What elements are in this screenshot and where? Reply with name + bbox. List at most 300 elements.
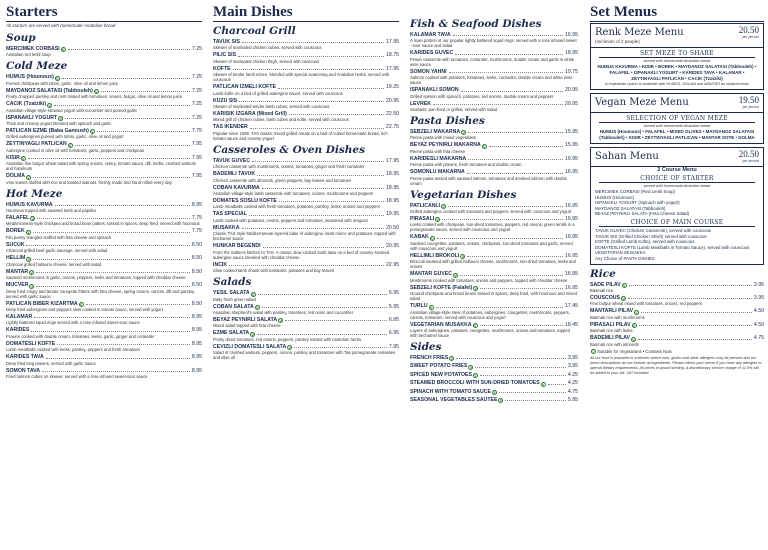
item-name: BOREK bbox=[6, 228, 25, 235]
item-price: 3.95 bbox=[753, 281, 764, 288]
dot-leader bbox=[242, 42, 384, 43]
dot-leader bbox=[37, 218, 190, 219]
vegetarian-icon: V bbox=[442, 205, 445, 210]
item-description: Mushrooms cooked with tomatoes, onions and peppers, topped with cheddar cheese bbox=[410, 277, 568, 283]
item-name: HUNKAR BEGENDI bbox=[213, 243, 261, 250]
dot-leader bbox=[54, 105, 190, 106]
item-description: Basmati rice with leeks bbox=[590, 328, 633, 334]
item-description: Skewer of marinated chicken thigh, served with couscous bbox=[213, 58, 320, 64]
item-name: BADEMLI TAVUK bbox=[213, 171, 256, 178]
item-price: 4.25 bbox=[567, 371, 578, 378]
dot-leader bbox=[455, 54, 563, 55]
dot-leader bbox=[28, 158, 190, 159]
dot-leader bbox=[101, 91, 190, 92]
item-name: DOMATES SOSLU KOFTE bbox=[213, 198, 277, 205]
item-price: 6.95 bbox=[388, 330, 399, 337]
item-price: 22.95 bbox=[386, 261, 399, 268]
vegetarian-icon: V bbox=[474, 287, 477, 292]
dot-leader bbox=[499, 392, 566, 393]
starters-note: All starters are served with homemade Anatolian bread bbox=[6, 23, 116, 28]
vegan-note: served with homemade Anatolian bread bbox=[643, 124, 711, 128]
menu-item bbox=[213, 225, 399, 241]
vegetarian-icon: V bbox=[251, 332, 254, 337]
choice-item: TAVUK GUVEC (Chicken Casserole), served with couscous bbox=[595, 227, 712, 233]
menu-item bbox=[213, 262, 399, 273]
sahan-title: Sahan Menu bbox=[595, 151, 659, 162]
item-price: 4.50 bbox=[753, 321, 764, 328]
choice-item: TAVUK SIS (Grilled Chicken Shish) served with couscous bbox=[595, 233, 707, 239]
menu-item bbox=[410, 271, 578, 282]
dot-leader bbox=[233, 69, 384, 70]
item-price: 8.50 bbox=[191, 268, 202, 275]
item-price: 20.95 bbox=[565, 100, 578, 107]
dot-leader bbox=[65, 118, 190, 119]
renk-price: 20.50 bbox=[738, 25, 759, 35]
dot-leader bbox=[505, 400, 565, 401]
menu-item bbox=[6, 173, 202, 184]
menu-item bbox=[410, 50, 578, 66]
menu-item bbox=[6, 202, 202, 213]
item-name: PATLICAN EZME (Baba Ganoush) bbox=[6, 128, 89, 135]
vegan-price: 19.50 bbox=[738, 95, 759, 105]
dot-leader bbox=[33, 232, 190, 233]
menu-item bbox=[410, 253, 578, 269]
dot-leader bbox=[461, 91, 563, 92]
cold-meze-title: Cold Meze bbox=[6, 60, 68, 73]
dot-leader bbox=[489, 146, 563, 147]
dot-leader bbox=[263, 247, 384, 248]
item-price: 16.95 bbox=[565, 169, 578, 176]
item-price: 8.50 bbox=[191, 300, 202, 307]
dot-leader bbox=[436, 307, 563, 308]
allergy-footer: All our food is prepared in a kitchen where nuts, gluten and other allergens may be present and our menu descriptions do not include all ingredients. Please inform your server if you have any allergies or special dietary requirements. All prices in pound sterling. A discretionary service charge of 12.5% will be added to your bill. VAT included. bbox=[590, 355, 762, 375]
menu-item bbox=[213, 39, 399, 50]
menu-item bbox=[213, 158, 399, 169]
item-name: SEBZELI MAKARNA bbox=[410, 129, 461, 136]
item-price: 8.95 bbox=[191, 201, 202, 208]
item-price: 5.95 bbox=[388, 290, 399, 297]
item-description: Daily fresh green salad bbox=[213, 296, 256, 302]
renk-meze-box bbox=[590, 23, 764, 90]
menu-item bbox=[590, 295, 764, 306]
fish-pasta-column bbox=[410, 4, 578, 548]
item-name: CACIK (Tzatziki) bbox=[6, 101, 47, 108]
item-name: KARIDES GUVEC bbox=[410, 50, 454, 57]
item-name: DOLMA bbox=[6, 173, 26, 180]
dot-leader bbox=[437, 238, 563, 239]
menu-item bbox=[410, 156, 578, 167]
vegetarian-icon: V bbox=[461, 255, 464, 260]
item-description: Penne pasta with feta cheese bbox=[410, 148, 465, 154]
item-description: Fried salmon cubes on skewer, served with a rose infused sweet-sour sauce bbox=[6, 373, 148, 379]
item-description: Salad of crushed walnuts, peppers, onions, parsley and tomatoes with Tas pomegranate molasses and olive oil bbox=[213, 350, 396, 361]
menu-item bbox=[6, 282, 202, 298]
item-description: Slow cooked lamb shank with tomatoes, potatoes and bay leaves bbox=[213, 268, 335, 274]
choice-item: MAYDANOZ SALATASI (Tabbouleh) bbox=[595, 205, 666, 211]
dot-leader bbox=[442, 219, 563, 220]
menu-item bbox=[213, 243, 399, 259]
fish-list bbox=[410, 32, 578, 112]
vegetarian-icon: V bbox=[22, 157, 25, 162]
sahan-main-section: CHOICE OF MAIN COURSE bbox=[599, 219, 755, 227]
item-name: ISPANAKLI SOMON bbox=[410, 87, 459, 94]
item-name: EZME SALATA bbox=[213, 330, 250, 337]
choice-item: ISPANAKLI YOGURT (Spinach with yogurt) bbox=[595, 200, 680, 206]
menu-item bbox=[213, 52, 399, 63]
item-description: Charcoal grilled beef garlic sausage, served with salad bbox=[6, 248, 108, 254]
menu-item bbox=[410, 303, 578, 319]
vegan-section: SELECTION OF VEGAN MEZE bbox=[599, 115, 755, 123]
main-dishes-header: Main Dishes bbox=[213, 4, 399, 22]
item-name: PATLICAN BIBER KIZARTMA bbox=[6, 300, 78, 307]
menu-item bbox=[590, 335, 764, 346]
vegetarian-icon: V bbox=[450, 357, 454, 362]
vegetarian-icon: V bbox=[48, 103, 51, 108]
vegetarian-icon: V bbox=[483, 144, 486, 149]
vegan-per-person: per person bbox=[742, 105, 759, 109]
starters-header: Starters bbox=[6, 4, 202, 22]
vegetarian-icon: V bbox=[635, 310, 638, 315]
item-name: MUCVER bbox=[6, 282, 29, 289]
dot-leader bbox=[639, 325, 752, 326]
item-name: PATLICAN IZMELI KOFTE bbox=[213, 84, 276, 91]
vegan-meze-box bbox=[590, 93, 764, 144]
sahan-price: 20.50 bbox=[738, 149, 759, 159]
menu-item bbox=[410, 322, 578, 338]
item-name: KUZU SIS bbox=[213, 97, 238, 104]
item-price: 17.95 bbox=[386, 157, 399, 164]
item-description: Anatolian shepherd's salad with parsley, tomatoes, red onion and cucumber bbox=[213, 309, 354, 315]
item-price: 7.95 bbox=[191, 141, 202, 148]
item-name: BEYAZ PEYNIRLI SALATA bbox=[213, 316, 278, 323]
menu-item bbox=[213, 66, 399, 82]
item-price: 19.25 bbox=[386, 84, 399, 91]
vegetarian-icon: V bbox=[469, 365, 473, 370]
item-description: Mediterranean-style chickpea and broad bean patties, tossed in spices, deep fried, served with houmous bbox=[6, 221, 200, 227]
item-price: 16.95 bbox=[565, 284, 578, 291]
vegetarian-icon: V bbox=[56, 76, 59, 81]
choice-item: DOMATESLI KOFTE (Lamb Meatballs in Tomato Sauce), served with couscous bbox=[595, 244, 750, 250]
vegan-items: HUMUS (Houmous) • FALAFEL • MIXED OLIVES • MAYDANOZ SALATASI (Tabbouleh) • KISIR • ZEYTINYAGLI PATLICAN • MANTAR SOTE • DOLMA bbox=[599, 129, 755, 140]
item-name: HELLIM bbox=[6, 255, 26, 262]
item-description: Chicken casserole with almonds, green peppers, bay leaves and tomatoes bbox=[213, 177, 352, 183]
item-description: Anatolian fine bulgur wheat salad with spring onions, celery, tomato sauce, dill, herbs, crushed walnuts and hazelnuts bbox=[6, 161, 196, 172]
item-price: 17.95 bbox=[386, 39, 399, 45]
vegetarian-icon: V bbox=[429, 305, 433, 310]
item-description: Penne pasta with mixed vegetables bbox=[410, 135, 476, 141]
item-description: Grilled aubergine cooked with tomatoes and peppers, served with couscous and yogurt bbox=[410, 209, 572, 215]
item-name: KALAMAR bbox=[6, 313, 33, 320]
menu-item bbox=[213, 304, 399, 315]
menu-item bbox=[6, 255, 202, 266]
vegetarian-icon: V bbox=[499, 399, 503, 404]
renk-subtitle: (minimum of 2 people) bbox=[595, 39, 640, 44]
item-name: HELLIMLI BROKOLI bbox=[410, 252, 460, 259]
fish-title: Fish & Seafood Dishes bbox=[410, 18, 542, 30]
item-description: Pureed chickpeas with tahini, garlic, olive oil and lemon juice bbox=[6, 80, 119, 86]
vegetarian-icon: V bbox=[59, 117, 62, 122]
dot-leader bbox=[480, 288, 563, 289]
dot-leader bbox=[289, 114, 384, 115]
menu-item bbox=[6, 301, 202, 312]
item-name: TAVUK SIS bbox=[213, 39, 240, 45]
starters-column bbox=[6, 4, 202, 548]
item-name: KOFTE bbox=[213, 65, 231, 72]
menu-item bbox=[213, 124, 399, 140]
vegetarian-icon: V bbox=[493, 390, 496, 395]
menu-item bbox=[6, 354, 202, 365]
vegetarian-title: Vegetarian Dishes bbox=[410, 188, 517, 201]
item-price: 3.95 bbox=[567, 354, 578, 361]
sahan-starters bbox=[595, 189, 759, 217]
item-price: 16.95 bbox=[565, 216, 578, 223]
dot-leader bbox=[262, 307, 387, 308]
item-name: TURLU bbox=[410, 303, 428, 310]
item-name: SPICED NEW POTATOES bbox=[410, 371, 472, 378]
menu-item bbox=[410, 142, 578, 153]
item-description: Classic TAS style Mediterranean layered bake of aubergine, lamb mince and potatoes, topped with bechamel sauce bbox=[213, 231, 396, 242]
set-menus-header: Set Menus bbox=[590, 4, 764, 22]
vegetarian-icon: V bbox=[288, 346, 291, 351]
menu-item bbox=[590, 282, 764, 293]
renk-veg-note: A vegetarian option is available with HUMUS, DOLMA and MANTAR as replacements bbox=[605, 82, 749, 86]
dot-leader bbox=[285, 320, 387, 321]
item-name: KALAMAR TAVA bbox=[410, 32, 451, 38]
item-name: MANTARLI PILAV bbox=[590, 308, 634, 315]
item-price: 6.95 bbox=[388, 316, 399, 323]
item-price: 16.95 bbox=[565, 202, 578, 209]
menu-item bbox=[213, 98, 399, 109]
dietary-legend bbox=[590, 349, 764, 354]
item-description: Ground chickpeas and broad beans tossed in spices, deep fried, with houmous and mixed salad bbox=[410, 291, 577, 302]
item-description: Salmon cooked with potatoes, tomatoes, leeks, coriander, double cream and white wine sauce bbox=[410, 75, 573, 86]
item-price: 5.95 bbox=[388, 303, 399, 310]
casseroles-list bbox=[213, 158, 399, 273]
vegetarian-icon: V bbox=[61, 48, 65, 53]
dot-leader bbox=[250, 128, 384, 129]
choice-item: Any Choice of PASTA DISHES bbox=[595, 255, 655, 261]
menu-item bbox=[213, 111, 399, 122]
item-name: YESIL SALATA bbox=[213, 290, 250, 297]
main-dishes-column bbox=[213, 4, 399, 548]
item-name: PIRASALI bbox=[410, 216, 435, 223]
item-description: Skewer of marinated chicken cubes, served with couscous bbox=[213, 45, 322, 51]
item-description: Finely diced tomatoes, red onions, peppers, parsley tossed with Anatolian herbs bbox=[213, 336, 362, 342]
item-description: Sauteed courgettes, potatoes, onions, chickpeas, sun-dried tomatoes and garlic, served with couscous and yogurt bbox=[410, 240, 573, 251]
vegetarian-icon: V bbox=[27, 230, 30, 235]
choice-item: VEGETARIAN MUSAKKA bbox=[595, 250, 646, 256]
dot-leader bbox=[257, 334, 387, 335]
menu-item bbox=[6, 327, 202, 338]
menu-item bbox=[6, 141, 202, 152]
item-name: ISPANAKLI YOGURT bbox=[6, 114, 58, 121]
vegetarian-icon: V bbox=[632, 324, 636, 329]
item-price: 15.95 bbox=[565, 129, 578, 136]
dot-leader bbox=[239, 101, 384, 102]
item-name: TAS SPECIAL bbox=[213, 211, 247, 218]
pasta-list bbox=[410, 129, 578, 186]
item-price: 22.75 bbox=[386, 124, 399, 131]
item-description: From the Sultan's kitchen to TAS. A classic slow cooked lamb stew on a bed of creamy smoked aubergine sauce blended with cheddar cheese bbox=[213, 249, 390, 260]
pasta-title: Pasta Dishes bbox=[410, 115, 485, 128]
item-description: Lamb meatballs cooked with leeks, parsley, peppers and fresh tomatoes bbox=[6, 347, 140, 353]
item-name: FRENCH FRIES bbox=[410, 354, 449, 361]
item-price: 7.25 bbox=[191, 87, 202, 94]
item-description: Deep fried king prawns, served with garlic sauce bbox=[6, 360, 96, 366]
item-description: Prawn casserole with tomatoes, coriander, mushrooms, double cream and garlic in white wine sauce bbox=[410, 56, 575, 67]
dot-leader bbox=[294, 347, 387, 348]
vegetarian-icon: V bbox=[27, 257, 30, 262]
item-description: Fine bulgur wheat mixed with tomatoes, onions, red peppers bbox=[590, 301, 702, 307]
vegetarian-icon: V bbox=[30, 284, 34, 289]
vegetarian-icon: V bbox=[462, 131, 465, 136]
menu-item bbox=[6, 228, 202, 239]
menu-item bbox=[6, 74, 202, 85]
item-name: COBAN SALATA bbox=[213, 303, 254, 310]
dot-leader bbox=[258, 294, 387, 295]
item-description: Aubergine cooked in olive oil with tomatoes, garlic, peppers and chickpeas bbox=[6, 147, 145, 153]
item-price: 16.95 bbox=[565, 234, 578, 241]
dot-leader bbox=[62, 78, 190, 79]
vegetarian-icon: V bbox=[474, 374, 477, 379]
item-description: Broccoli sauteed with grilled halloumi cheese, mushrooms, sun-dried tomatoes, leeks and onions bbox=[410, 259, 576, 270]
dot-leader bbox=[628, 298, 752, 299]
item-price: 4.25 bbox=[567, 380, 578, 387]
item-name: SUCUK bbox=[6, 241, 25, 248]
item-price: 17.45 bbox=[565, 303, 578, 310]
item-name: KARIDES bbox=[6, 327, 30, 334]
item-description: Seabass, pan-fried or grilled, served with salad bbox=[410, 107, 498, 113]
hot-meze-list bbox=[6, 202, 202, 379]
salads-title: Salads bbox=[213, 276, 252, 289]
item-description: Anatolian village-style strained yogurt with cucumber and pureed garlic bbox=[6, 107, 138, 113]
item-name: PILIC SIS bbox=[213, 52, 237, 59]
item-name: KARIDESLI MAKARNA bbox=[410, 155, 467, 162]
salads-list bbox=[213, 290, 399, 360]
item-name: TAVUK GUVEC bbox=[213, 157, 250, 164]
dot-leader bbox=[641, 312, 752, 313]
item-price: 22.50 bbox=[386, 111, 399, 118]
vegetarian-icon: V bbox=[542, 382, 545, 387]
dot-leader bbox=[278, 88, 384, 89]
item-description: Chicken casserole with mushrooms, onions, tomatoes, ginger and fresh coriander bbox=[213, 164, 365, 170]
menu-item bbox=[410, 101, 578, 112]
item-name: SADE PILAV bbox=[590, 281, 621, 288]
dot-leader bbox=[468, 132, 563, 133]
dot-leader bbox=[629, 285, 752, 286]
item-description: Mixed grill of chicken cubes, lamb cubes and kofte, served with couscous bbox=[213, 117, 349, 123]
vegetarian-icon: V bbox=[69, 143, 72, 148]
item-name: STEAMED BROCCOLI WITH SUN-DRIED TOMATOES bbox=[410, 380, 540, 387]
item-description: Charcoal grilled halloumi cheese, served with salad bbox=[6, 261, 102, 267]
item-price: 8.95 bbox=[191, 340, 202, 347]
vegetarian-icon: V bbox=[632, 337, 635, 342]
item-price: 7.95 bbox=[388, 343, 399, 350]
dot-leader bbox=[75, 145, 190, 146]
item-description: Finely chopped parsley and mint tossed with tomatoes, onions, bulgur, olive oil and lemon juice bbox=[6, 94, 182, 100]
item-name: SPINACH WITH TOMATO SAUCE bbox=[410, 388, 491, 395]
vegetarian-icon: V bbox=[436, 218, 439, 223]
item-price: 8.50 bbox=[191, 282, 202, 289]
item-price: 18.95 bbox=[386, 198, 399, 205]
item-price: 19.95 bbox=[386, 211, 399, 218]
vegetarian-icon: V bbox=[27, 175, 30, 180]
item-name: FALAFEL bbox=[6, 215, 30, 222]
vegetarian-icon: V bbox=[256, 305, 259, 310]
item-name: ZEYTINYAGLI PATLICAN bbox=[6, 141, 67, 148]
rice-list bbox=[590, 282, 764, 347]
vegetarian-icon: V bbox=[31, 217, 35, 222]
vegetarian-icon: V bbox=[279, 319, 282, 324]
item-price: 8.95 bbox=[191, 354, 202, 361]
item-description: Deep fried aubergines and peppers slow cooked in tomato sauce, served with yogurt bbox=[6, 306, 163, 312]
item-description: Skewer of marinated tender lamb cubes, served with couscous bbox=[213, 104, 330, 110]
item-price: 8.95 bbox=[191, 327, 202, 334]
dot-leader bbox=[467, 173, 563, 174]
item-description: Vine leaves stuffed with rice and toasted walnuts, freshly made and hand rolled every day bbox=[6, 179, 172, 185]
dot-leader bbox=[262, 188, 384, 189]
item-description: Sauteed mushrooms in garlic, onions, peppers, leeks and tomatoes, topped with cheddar cheese bbox=[6, 275, 186, 281]
casseroles-title: Casseroles & Oven Dishes bbox=[213, 143, 366, 156]
item-name: KISIR bbox=[6, 154, 20, 161]
item-description: Leeks cooked with chickpeas, sun-dried tomatoes, peppers, red onions, green lentils in a pomegranate sauce, served with couscous and yogurt bbox=[410, 222, 575, 233]
vegetarian-icon: V bbox=[95, 90, 98, 95]
item-price: 3.95 bbox=[753, 294, 764, 301]
dot-leader bbox=[257, 175, 384, 176]
dot-leader bbox=[26, 245, 189, 246]
item-name: DOMATESLI KOFTE bbox=[6, 340, 56, 347]
item-price: 4.75 bbox=[753, 335, 764, 342]
dot-leader bbox=[57, 344, 190, 345]
menu-item bbox=[213, 171, 399, 182]
menu-item bbox=[410, 87, 578, 98]
sahan-subtitle: 2 Course Menu bbox=[657, 167, 697, 173]
item-price: 7.75 bbox=[191, 215, 202, 222]
menu-item bbox=[6, 269, 202, 280]
item-price: 8.95 bbox=[191, 367, 202, 374]
item-name: LEVREK bbox=[410, 100, 432, 107]
vegetarian-icon: V bbox=[251, 292, 255, 297]
item-name: MANTAR GUVEC bbox=[410, 271, 452, 278]
soup-title: Soup bbox=[6, 32, 36, 44]
menu-item bbox=[6, 368, 202, 379]
cold-meze-list bbox=[6, 74, 202, 184]
sahan-note: served with homemade Anatolian bread bbox=[643, 184, 711, 188]
dot-leader bbox=[279, 201, 384, 202]
dot-leader bbox=[480, 325, 563, 326]
item-price: 20.95 bbox=[565, 87, 578, 94]
item-description: Skewer of tender lamb mince, blended with special seasoning and Anatolian herbs, served with couscous bbox=[213, 72, 390, 83]
item-price: 18.95 bbox=[386, 184, 399, 191]
item-price: 16.95 bbox=[565, 252, 578, 259]
menu-item bbox=[6, 341, 202, 352]
item-description: Popular since 1999. TAS classic mixed grilled meats on a bed of cubed homemade bread, rich tomato sauce and creamy yogurt bbox=[213, 130, 388, 141]
menu-item bbox=[410, 169, 578, 185]
item-price: 8.50 bbox=[191, 241, 202, 248]
item-name: MANTAR bbox=[6, 268, 29, 275]
menu-item bbox=[410, 129, 578, 140]
item-price: 17.95 bbox=[386, 65, 399, 72]
renk-section: SET MEZE TO SHARE bbox=[599, 50, 755, 58]
vegetarian-icon: V bbox=[622, 297, 625, 302]
item-description: Layers of aubergines, potatoes, courgettes, mushrooms, onions and tomatoes, topped with bechamel sauce bbox=[410, 327, 570, 338]
menu-item bbox=[410, 397, 578, 403]
menu-item bbox=[410, 389, 578, 395]
item-name: INCIK bbox=[213, 261, 228, 268]
item-description: Grilled aubergines pureed with tahini, garlic, olive oil and yogurt bbox=[6, 134, 124, 140]
item-price: 16.95 bbox=[565, 32, 578, 38]
item-price: 18.45 bbox=[565, 321, 578, 328]
